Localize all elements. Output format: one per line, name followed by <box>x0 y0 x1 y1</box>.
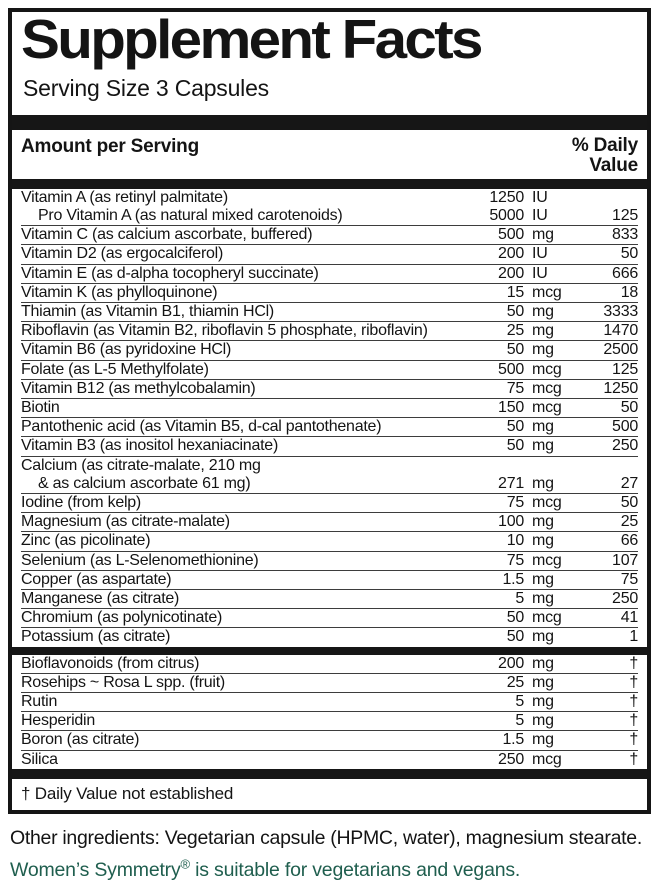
nutrient-dv: † <box>629 654 638 672</box>
nutrient-dv: 1470 <box>603 322 638 340</box>
nutrient-amount: 5 <box>515 712 524 730</box>
nutrient-name: Vitamin A (as retinyl palmitate) <box>21 188 228 206</box>
vegan-note-text: is suitable for vegetarians and vegans. <box>189 858 521 881</box>
vegan-note <box>10 856 659 882</box>
brand-name: Women’s Symmetry <box>10 858 181 881</box>
nutrient-unit: mg <box>532 474 554 492</box>
nutrient-dv: 500 <box>612 418 638 436</box>
nutrient-dv: 3333 <box>603 303 638 321</box>
nutrient-amount: 50 <box>506 437 524 455</box>
nutrient-name: Hesperidin <box>21 712 95 730</box>
nutrient-amount: 500 <box>498 226 524 244</box>
nutrient-row <box>21 532 638 551</box>
nutrient-row <box>21 226 638 245</box>
daily-value-header-line1: % Daily <box>571 134 638 156</box>
daily-value-header-line2: Value <box>589 154 638 176</box>
thick-divider-sections <box>12 647 647 655</box>
panel-title: Supplement Facts <box>21 8 481 70</box>
nutrient-amount: 1250 <box>489 188 524 206</box>
nutrient-unit: mg <box>532 341 554 359</box>
nutrient-amount: 75 <box>506 494 524 512</box>
nutrient-unit: mg <box>532 226 554 244</box>
nutrient-row <box>21 322 638 341</box>
nutrient-dv: 666 <box>612 264 638 282</box>
nutrient-unit: mg <box>532 322 554 340</box>
table-header <box>21 130 638 179</box>
nutrient-name: Silica <box>21 750 58 768</box>
nutrient-row <box>21 609 638 628</box>
nutrient-row <box>21 494 638 513</box>
nutrient-name: Vitamin B3 (as inositol hexaniacinate) <box>21 437 279 455</box>
nutrient-dv: † <box>629 750 638 768</box>
registered-trademark-symbol: ® <box>180 856 190 872</box>
nutrient-amount: 75 <box>506 379 524 397</box>
nutrient-row <box>21 590 638 609</box>
nutrient-name: Bioflavonoids (from citrus) <box>21 654 200 672</box>
nutrient-amount: 150 <box>498 399 524 417</box>
serving-size: Serving Size 3 Capsules <box>23 74 269 101</box>
nutrient-dv: 1 <box>629 628 638 646</box>
nutrient-unit: mg <box>532 590 554 608</box>
nutrient-name: Vitamin E (as d-alpha tocopheryl succinate) <box>21 264 319 282</box>
nutrient-name: Boron (as citrate) <box>21 731 140 749</box>
nutrient-row <box>21 571 638 590</box>
nutrient-unit: IU <box>532 207 548 224</box>
nutrient-dv: 27 <box>620 474 638 492</box>
nutrient-amount: 5 <box>515 693 524 711</box>
nutrient-unit: mcg <box>532 360 562 378</box>
nutrient-name: Rosehips ~ Rosa L spp. (fruit) <box>21 673 225 691</box>
nutrient-unit: mg <box>532 731 554 749</box>
nutrient-amount: 271 <box>498 474 524 492</box>
nutrient-dv: † <box>629 731 638 749</box>
nutrient-dv: 50 <box>620 494 638 512</box>
nutrient-name: Zinc (as picolinate) <box>21 532 151 550</box>
nutrient-amount: 1.5 <box>502 570 524 588</box>
amount-per-serving-header: Amount per Serving <box>21 135 199 157</box>
nutrient-dv: † <box>629 693 638 711</box>
nutrient-dv: 250 <box>612 437 638 455</box>
nutrient-row <box>21 513 638 532</box>
nutrient-amount: 500 <box>498 360 524 378</box>
nutrient-amount: 50 <box>506 303 524 321</box>
nutrient-name: Riboflavin (as Vitamin B2, riboflavin 5 phosphate, riboflavin) <box>21 322 428 340</box>
nutrient-dv: 1250 <box>603 379 638 397</box>
nutrient-row <box>21 265 638 284</box>
nutrient-row <box>21 693 638 712</box>
nutrient-dv: 25 <box>620 513 638 531</box>
nutrient-unit: IU <box>532 188 548 206</box>
nutrient-dv: † <box>629 673 638 691</box>
nutrient-amount: 50 <box>506 628 524 646</box>
nutrient-dv: 41 <box>620 609 638 627</box>
nutrient-unit: mg <box>532 673 554 691</box>
nutrient-unit: mg <box>532 437 554 455</box>
nutrient-row <box>21 284 638 303</box>
nutrient-unit: mg <box>532 693 554 711</box>
nutrient-unit: mcg <box>532 551 562 569</box>
nutrient-dv: 66 <box>620 532 638 550</box>
nutrient-row <box>21 674 638 693</box>
nutrient-name: Chromium (as polynicotinate) <box>21 609 223 627</box>
nutrient-amount: 50 <box>506 609 524 627</box>
nutrient-name: Pro Vitamin A (as natural mixed carotenoids) <box>38 207 343 224</box>
nutrient-unit: mcg <box>532 609 562 627</box>
nutrient-name: Magnesium (as citrate-malate) <box>21 513 230 531</box>
nutrient-row <box>21 712 638 731</box>
nutrient-name: Vitamin K (as phylloquinone) <box>21 283 218 301</box>
nutrient-amount: 200 <box>498 654 524 672</box>
nutrient-amount: 10 <box>506 532 524 550</box>
nutrient-name: Vitamin B12 (as methylcobalamin) <box>21 379 256 397</box>
nutrient-name: Vitamin D2 (as ergocalciferol) <box>21 245 224 263</box>
nutrient-amount: 50 <box>506 341 524 359</box>
nutrient-dv: 250 <box>612 590 638 608</box>
nutrient-amount: 25 <box>506 673 524 691</box>
nutrient-row <box>21 475 638 494</box>
nutrient-amount: 75 <box>506 551 524 569</box>
nutrient-amount: 1.5 <box>502 731 524 749</box>
nutrient-name: Selenium (as L-Selenomethionine) <box>21 551 259 569</box>
thick-divider-top <box>12 115 647 130</box>
nutrient-unit: mg <box>532 712 554 730</box>
nutrient-name: & as calcium ascorbate 61 mg) <box>38 474 251 492</box>
nutrient-amount: 200 <box>498 245 524 263</box>
nutrient-row <box>21 552 638 571</box>
nutrient-dv: 125 <box>612 360 638 378</box>
nutrient-amount: 15 <box>506 283 524 301</box>
nutrient-row <box>21 303 638 322</box>
nutrient-name: Folate (as L-5 Methylfolate) <box>21 360 209 378</box>
nutrient-dv: 833 <box>612 226 638 244</box>
daily-value-header <box>572 136 638 176</box>
nutrient-unit: mcg <box>532 494 562 512</box>
table-section-other <box>21 655 638 769</box>
nutrient-row <box>21 361 638 380</box>
nutrient-row <box>21 245 638 264</box>
thick-divider-header <box>12 179 647 189</box>
nutrient-unit: mcg <box>532 379 562 397</box>
nutrient-dv: 107 <box>612 551 638 569</box>
nutrient-name: Rutin <box>21 693 58 711</box>
nutrient-row <box>21 457 638 475</box>
nutrient-name: Vitamin C (as calcium ascorbate, buffered) <box>21 226 313 244</box>
nutrient-unit: mg <box>532 570 554 588</box>
nutrient-row <box>21 380 638 399</box>
nutrient-row <box>21 731 638 750</box>
nutrient-unit: mg <box>532 532 554 550</box>
nutrient-unit: IU <box>532 264 548 282</box>
nutrient-row <box>21 399 638 418</box>
nutrient-row <box>21 341 638 360</box>
nutrient-amount: 5 <box>515 590 524 608</box>
nutrient-dv: 125 <box>612 207 638 224</box>
nutrient-name: Potassium (as citrate) <box>21 628 171 646</box>
nutrient-unit: IU <box>532 245 548 263</box>
nutrient-name: Pantothenic acid (as Vitamin B5, d-cal pantothenate) <box>21 418 382 436</box>
nutrient-unit: mg <box>532 654 554 672</box>
nutrient-name: Thiamin (as Vitamin B1, thiamin HCl) <box>21 303 275 321</box>
nutrient-unit: mcg <box>532 750 562 768</box>
footnote: † Daily Value not established <box>21 783 234 803</box>
nutrient-unit: mg <box>532 303 554 321</box>
nutrient-unit: mcg <box>532 399 562 417</box>
nutrient-dv: 50 <box>620 245 638 263</box>
nutrient-unit: mg <box>532 513 554 531</box>
nutrient-dv: 75 <box>620 570 638 588</box>
nutrient-dv: 2500 <box>603 341 638 359</box>
nutrient-unit: mcg <box>532 283 562 301</box>
nutrient-amount: 5000 <box>489 207 524 224</box>
nutrient-amount: 250 <box>498 750 524 768</box>
nutrient-name: Vitamin B6 (as pyridoxine HCl) <box>21 341 232 359</box>
nutrient-row <box>21 628 638 646</box>
nutrient-unit: mg <box>532 418 554 436</box>
table-section-main <box>21 189 638 647</box>
nutrient-row <box>21 207 638 226</box>
nutrient-dv: 18 <box>620 283 638 301</box>
nutrient-unit: mg <box>532 628 554 646</box>
nutrient-row <box>21 437 638 456</box>
nutrient-row <box>21 655 638 674</box>
nutrient-amount: 25 <box>506 322 524 340</box>
nutrient-dv: † <box>629 712 638 730</box>
nutrient-dv: 50 <box>620 399 638 417</box>
nutrient-name: Manganese (as citrate) <box>21 590 180 608</box>
nutrient-amount: 50 <box>506 418 524 436</box>
other-ingredients: Other ingredients: Vegetarian capsule (HPMC, water), magnesium stearate. <box>10 826 642 849</box>
nutrient-name: Copper (as aspartate) <box>21 570 172 588</box>
nutrient-name: Biotin <box>21 399 60 417</box>
nutrient-name: Calcium (as citrate-malate, 210 mg <box>21 456 261 474</box>
nutrient-amount: 200 <box>498 264 524 282</box>
nutrient-amount: 100 <box>498 513 524 531</box>
nutrient-row <box>21 189 638 207</box>
supplement-facts-panel <box>8 8 651 814</box>
nutrient-row <box>21 751 638 769</box>
nutrient-name: Iodine (from kelp) <box>21 494 141 512</box>
thick-divider-footnote <box>12 769 647 779</box>
nutrient-row <box>21 418 638 437</box>
